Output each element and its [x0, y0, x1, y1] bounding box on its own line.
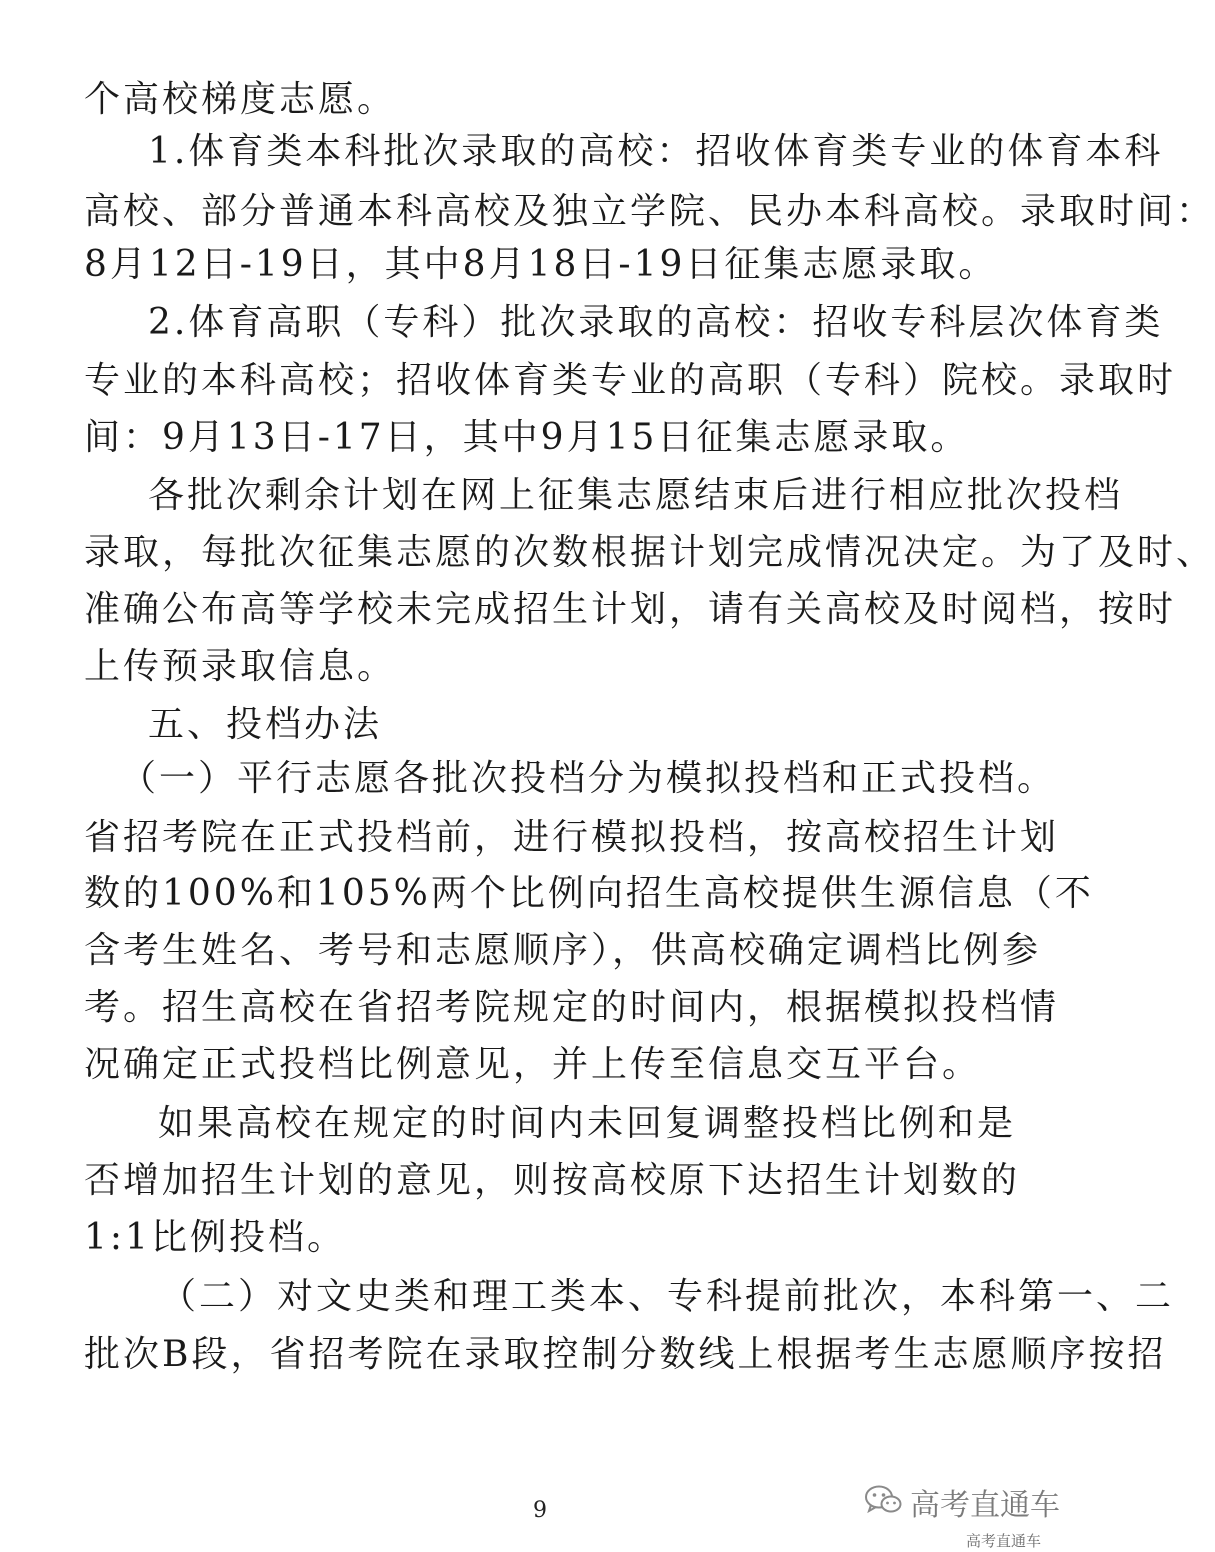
text-line: 1:1比例投档。 — [84, 1217, 346, 1258]
text-line: 各批次剩余计划在网上征集志愿结束后进行相应批次投档 — [148, 475, 1124, 516]
text-line: （二）对文史类和理工类本、专科提前批次，本科第一、二 — [160, 1276, 1175, 1317]
page-number: 9 — [533, 1498, 547, 1523]
text-line: 录取，每批次征集志愿的次数根据计划完成情况决定。为了及时、 — [84, 532, 1215, 573]
text-line: 8月12日-19日，其中8月18日-19日征集志愿录取。 — [84, 244, 998, 285]
text-line: 2.体育高职（专科）批次录取的高校：招收专科层次体育类 — [148, 302, 1164, 343]
text-line: 准确公布高等学校未完成招生计划，请有关高校及时阅档，按时 — [84, 589, 1177, 630]
text-line: 含考生姓名、考号和志愿顺序），供高校确定调档比例参 — [84, 930, 1042, 971]
text-line: （一）平行志愿各批次投档分为模拟投档和正式投档。 — [120, 758, 1057, 799]
text-line: 考。招生高校在省招考院规定的时间内，根据模拟投档情 — [84, 987, 1060, 1028]
text-line: 况确定正式投档比例意见，并上传至信息交互平台。 — [84, 1044, 982, 1085]
text-line: 省招考院在正式投档前，进行模拟投档，按高校招生计划 — [84, 817, 1060, 858]
watermark-subtext: 高考直通车 — [966, 1532, 1042, 1550]
text-line: 个高校梯度志愿。 — [84, 79, 397, 120]
text-line: 批次B段，省招考院在录取控制分数线上根据考生志愿顺序按招 — [84, 1334, 1167, 1375]
text-line: 高校、部分普通本科高校及独立学院、民办本科高校。录取时间： — [84, 191, 1215, 232]
watermark — [864, 1480, 1060, 1524]
text-line: 数的100%和105%两个比例向招生高校提供生源信息（不 — [84, 873, 1094, 914]
text-line: 1.体育类本科批次录取的高校：招收体育类专业的体育本科 — [148, 131, 1164, 172]
watermark-name: 高考直通车 — [910, 1488, 1060, 1523]
text-line: 否增加招生计划的意见，则按高校原下达招生计划数的 — [84, 1160, 1021, 1201]
wechat-icon — [864, 1484, 902, 1520]
text-line: 上传预录取信息。 — [84, 646, 397, 687]
text-line: 专业的本科高校；招收体育类专业的高职（专科）院校。录取时 — [84, 360, 1177, 401]
text-line: 如果高校在规定的时间内未回复调整投档比例和是 — [158, 1103, 1017, 1144]
text-line: 间：9月13日-17日，其中9月15日征集志愿录取。 — [84, 417, 970, 458]
section-heading: 五、投档办法 — [148, 704, 383, 745]
